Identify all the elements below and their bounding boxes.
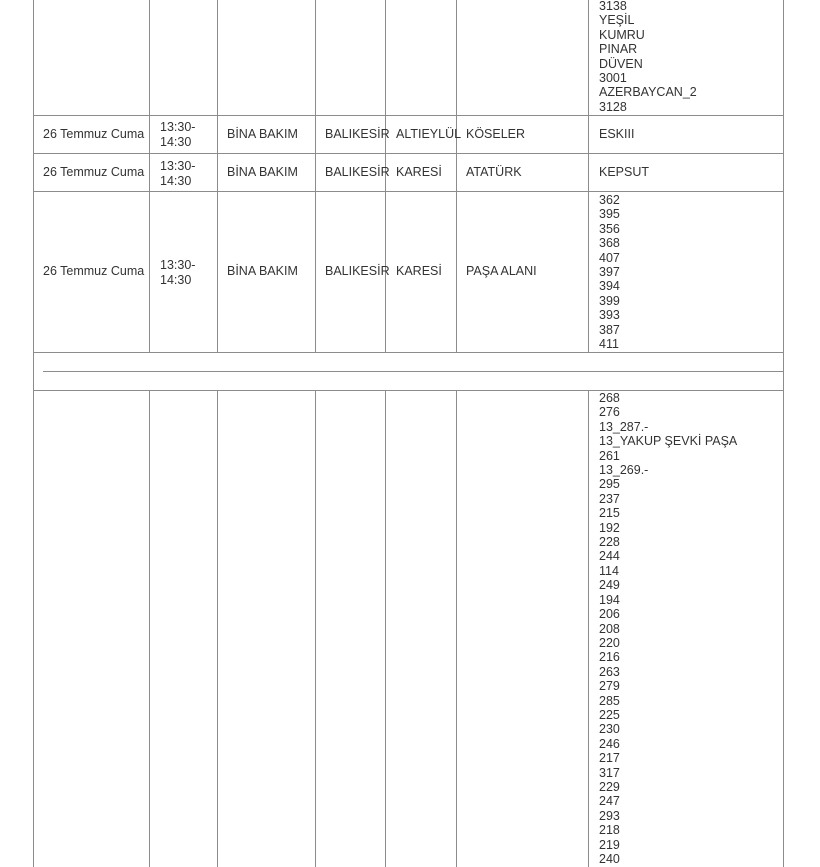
code-item: 395 — [599, 207, 620, 222]
type-cell: BİNA BAKIM — [227, 165, 298, 179]
type-cell: BİNA BAKIM — [227, 127, 298, 141]
time-start: 13:30- — [160, 159, 196, 173]
district-cell: KARESİ — [396, 165, 442, 179]
code-item: 387 — [599, 322, 620, 337]
district-cell: KARESİ — [396, 264, 442, 278]
table-cell-codes — [599, 193, 620, 351]
code-item: 220 — [599, 635, 620, 650]
column-divider — [315, 390, 316, 867]
code-item: 244 — [599, 549, 620, 564]
code-item: 246 — [599, 736, 620, 751]
code-item: 394 — [599, 279, 620, 294]
column-divider — [315, 0, 316, 352]
code-item: 217 — [599, 751, 620, 766]
code-item: KUMRU — [599, 27, 645, 42]
time-cell — [160, 120, 195, 149]
column-divider — [149, 390, 150, 867]
row-divider — [33, 191, 784, 192]
code-item: 219 — [599, 837, 620, 852]
time-cell — [160, 159, 195, 188]
code-item: 397 — [599, 265, 620, 280]
column-divider — [456, 390, 457, 867]
row-divider — [33, 352, 784, 353]
code-item: 411 — [599, 337, 619, 352]
code-item: 225 — [599, 707, 620, 722]
city-cell: BALIKESİR — [325, 127, 390, 141]
code-item: 293 — [599, 808, 620, 823]
code-item: 261 — [599, 448, 620, 463]
time-end: 14:30 — [160, 173, 192, 188]
code-item: 407 — [599, 250, 620, 265]
district-cell: ALTIEYLÜL — [396, 127, 462, 141]
code-item: 263 — [599, 664, 620, 679]
code-item: 279 — [599, 679, 620, 694]
code-item: 285 — [599, 693, 620, 708]
code-item: ESKIII — [599, 127, 635, 141]
time-cell — [160, 258, 195, 287]
code-item: AZERBAYCAN_2 — [599, 85, 697, 100]
code-item: 229 — [599, 779, 620, 794]
code-item: 13_287.- — [599, 419, 649, 434]
code-item: DÜVEN — [599, 56, 643, 71]
neighborhood-cell: KÖSELER — [466, 127, 526, 141]
column-divider — [588, 0, 589, 352]
column-divider — [217, 0, 218, 352]
code-item: 276 — [599, 405, 620, 420]
code-item: 393 — [599, 308, 620, 323]
code-item: 114 — [599, 563, 619, 578]
code-item: 362 — [599, 193, 620, 207]
code-item: 3138 — [599, 0, 627, 13]
code-item: 13_YAKUP ŞEVKİ PAŞA — [599, 434, 738, 449]
code-item: 208 — [599, 621, 620, 636]
code-item: PINAR — [599, 42, 638, 57]
column-divider — [385, 390, 386, 867]
code-item: 206 — [599, 607, 620, 622]
date-cell: 26 Temmuz Cuma — [43, 127, 145, 141]
code-item: 230 — [599, 722, 620, 737]
column-divider — [588, 390, 589, 867]
neighborhood-cell: PAŞA ALANI — [466, 264, 537, 278]
row-divider — [33, 153, 784, 154]
code-item: 194 — [599, 592, 620, 607]
code-item: 3001 — [599, 71, 627, 86]
code-item: 228 — [599, 535, 620, 550]
code-item: KEPSUT — [599, 165, 650, 179]
code-item: 295 — [599, 477, 620, 492]
city-cell: BALIKESİR — [325, 264, 390, 278]
table-border-right — [783, 0, 784, 867]
code-item: 247 — [599, 794, 620, 809]
time-start: 13:30- — [160, 120, 196, 134]
city-cell: BALIKESİR — [325, 165, 390, 179]
code-item: 317 — [599, 765, 620, 780]
column-divider — [456, 0, 457, 352]
code-item: 240 — [599, 852, 620, 866]
time-end: 14:30 — [160, 272, 192, 287]
neighborhood-cell: ATATÜRK — [466, 165, 522, 179]
code-item: 192 — [599, 520, 620, 535]
date-cell: 26 Temmuz Cuma — [43, 165, 145, 179]
code-item: 368 — [599, 236, 620, 251]
table-cell-codes — [599, 0, 697, 114]
code-item: 3128 — [599, 99, 627, 114]
code-item: 249 — [599, 578, 620, 593]
separator-line — [43, 371, 784, 372]
date-cell: 26 Temmuz Cuma — [43, 264, 145, 278]
code-item: 237 — [599, 491, 620, 506]
column-divider — [217, 390, 218, 867]
table-border-left — [33, 0, 34, 867]
time-start: 13:30- — [160, 258, 196, 272]
code-item: 215 — [599, 506, 620, 521]
code-item: 218 — [599, 823, 620, 838]
code-item: 268 — [599, 391, 620, 405]
code-item: 356 — [599, 221, 620, 236]
column-divider — [149, 0, 150, 352]
code-item: 13_269.- — [599, 463, 649, 478]
code-item: 399 — [599, 293, 620, 308]
type-cell: BİNA BAKIM — [227, 264, 298, 278]
table-cell-codes — [599, 391, 737, 866]
time-end: 14:30 — [160, 134, 192, 149]
code-item: YEŞİL — [599, 13, 635, 28]
code-item: 216 — [599, 650, 620, 665]
row-divider — [33, 115, 784, 116]
